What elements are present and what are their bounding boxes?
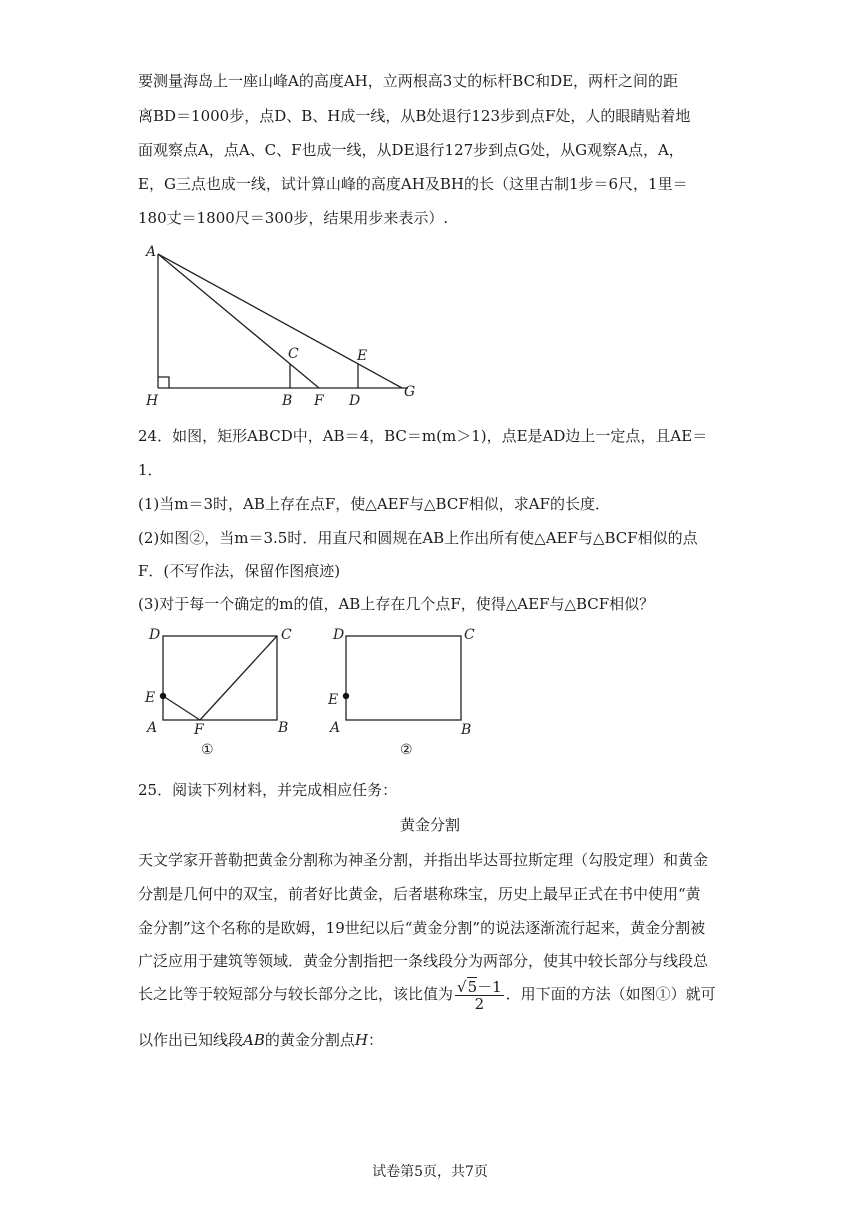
sqrt-radicand: 5 bbox=[467, 977, 478, 996]
fig2-label-d: D bbox=[333, 627, 345, 643]
fig1-label-a: A bbox=[147, 720, 158, 736]
p24-line-1: 24．如图，矩形ABCD中，AB＝4，BC＝m(m＞1)，点E是AD边上一定点，且AE＝ bbox=[138, 427, 708, 445]
p23-figure bbox=[138, 238, 428, 413]
p25-title: 黄金分割 bbox=[399, 816, 460, 834]
p25-line-3: 金分割”这个名称的是欧姆，19世纪以后“黄金分割”的说法逐渐流行起来，黄金分割被 bbox=[138, 919, 706, 937]
page-footer: 试卷第5页，共7页 bbox=[372, 1164, 488, 1180]
p24-figure-1 bbox=[138, 622, 308, 757]
p24-q2-line-1: (2)如图②，当m＝3.5时．用直尺和圆规在AB上作出所有使△AEF与△BCF相似的点 bbox=[138, 529, 698, 547]
fig1-label-c: C bbox=[281, 627, 292, 643]
p25-line-6-before: 以作出已知线段 bbox=[138, 1031, 244, 1049]
fig2-label-a: A bbox=[330, 720, 341, 736]
p25-line-5 bbox=[138, 976, 716, 1016]
label-b: B bbox=[282, 393, 293, 409]
p23-line-3: 面观察点A，点A、C、F也成一线，从DE退行127步到点G处，从G观察A点，A， bbox=[138, 141, 684, 159]
point-h: H bbox=[354, 1031, 368, 1049]
p24-line-2: 1． bbox=[138, 461, 163, 479]
segment-ab: AB bbox=[243, 1031, 265, 1049]
label-d: D bbox=[349, 393, 361, 409]
p23-line-5: 180丈＝1800尺＝300步，结果用步来表示）. bbox=[138, 209, 449, 227]
fraction-numerator: √5－1 bbox=[457, 977, 502, 996]
p25-line-6 bbox=[138, 1030, 383, 1050]
p25-intro: 25．阅读下列材料，并完成相应任务： bbox=[138, 781, 398, 799]
fig2-caption: ② bbox=[400, 742, 413, 757]
p25-line-6-end: ： bbox=[367, 1031, 383, 1049]
golden-ratio-fraction bbox=[455, 979, 504, 1012]
label-f: F bbox=[314, 393, 324, 409]
p24-q2-line-2: F．(不写作法，保留作图痕迹) bbox=[138, 562, 341, 580]
fig2-label-b: B bbox=[461, 722, 472, 738]
p25-line-1: 天文学家开普勒把黄金分割称为神圣分割，并指出毕达哥拉斯定理（勾股定理）和黄金 bbox=[138, 851, 709, 869]
fig2-label-c: C bbox=[464, 627, 475, 643]
fraction-numerator-tail: －1 bbox=[477, 977, 502, 996]
fraction-denominator: 2 bbox=[474, 994, 485, 1013]
fig2-label-e: E bbox=[328, 692, 339, 708]
p24-q1: (1)当m＝3时，AB上存在点F，使△AEF与△BCF相似，求AF的长度． bbox=[138, 495, 610, 513]
fig1-caption: ① bbox=[201, 742, 214, 757]
p25-line-5-after: ．用下面的方法（如图①）就可 bbox=[505, 985, 716, 1003]
label-a: A bbox=[146, 244, 157, 260]
p25-line-5-before: 长之比等于较短部分与较长部分之比，该比值为 bbox=[138, 985, 454, 1003]
fig1-label-d: D bbox=[149, 627, 161, 643]
p23-line-1: 要测量海岛上一座山峰A的高度AH，立两根高3丈的标杆BC和DE，两杆之间的距 bbox=[138, 72, 679, 90]
label-e: E bbox=[357, 348, 368, 364]
p23-line-2: 离BD＝1000步，点D、B、H成一线，从B处退行123步到点F处，人的眼睛贴着地 bbox=[138, 107, 691, 125]
fig1-label-f: F bbox=[194, 722, 204, 738]
label-c: C bbox=[288, 346, 299, 362]
p24-figure-2 bbox=[322, 622, 482, 757]
label-h: H bbox=[146, 393, 159, 409]
fig1-label-e: E bbox=[145, 690, 156, 706]
p25-line-6-mid: 的黄金分割点 bbox=[264, 1031, 355, 1049]
fig1-label-b: B bbox=[278, 720, 289, 736]
label-g: G bbox=[404, 384, 416, 400]
p25-line-4: 广泛应用于建筑等领域．黄金分割指把一条线段分为两部分，使其中较长部分与线段总 bbox=[138, 952, 709, 970]
p25-line-2: 分割是几何中的双宝，前者好比黄金，后者堪称珠宝，历史上最早正式在书中使用“黄 bbox=[138, 885, 701, 903]
p23-line-4: E，G三点也成一线，试计算山峰的高度AH及BH的长（这里古制1步＝6尺，1里＝ bbox=[138, 175, 688, 193]
p24-q3: (3)对于每一个确定的m的值，AB上存在几个点F，使得△AEF与△BCF相似？ bbox=[138, 595, 655, 613]
